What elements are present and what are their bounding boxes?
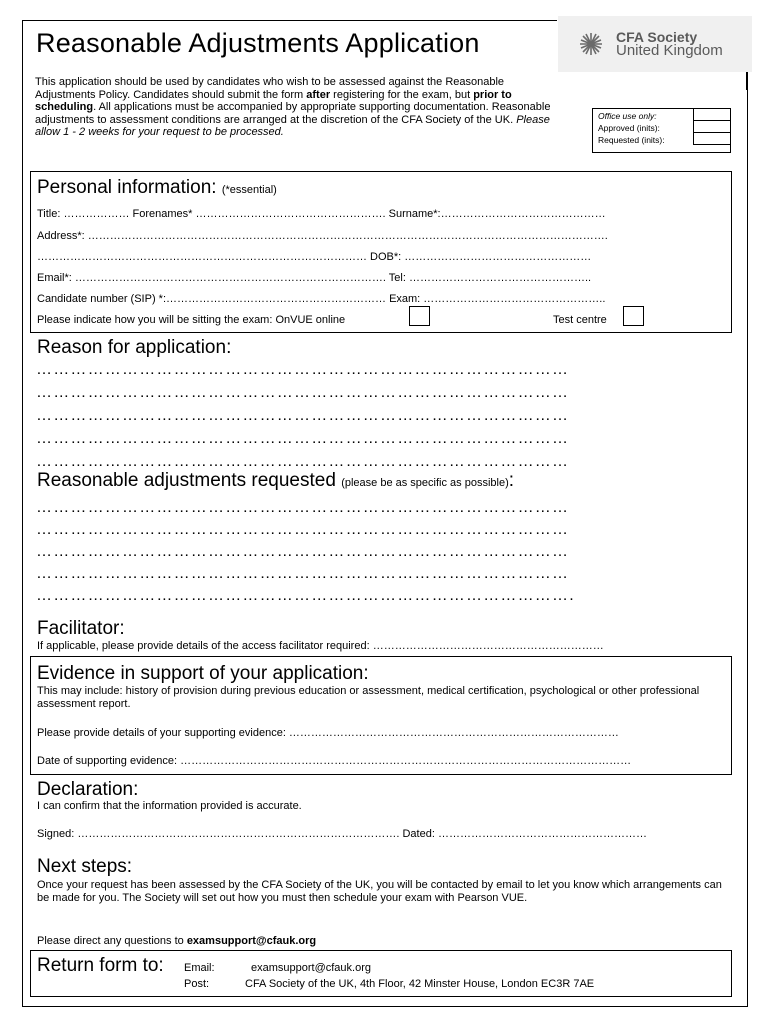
declaration-text: I can confirm that the information provided is accurate. (37, 800, 302, 812)
adjustments-note: (please be as specific as possible) (341, 477, 509, 489)
adjustments-title-text: Reasonable adjustments requested (37, 470, 336, 491)
reason-line-5[interactable]: ………………………………………………………………………………… (36, 454, 570, 470)
onvue-checkbox[interactable] (409, 306, 430, 326)
cfa-globe-icon (576, 31, 606, 57)
reason-line-1[interactable]: ………………………………………………………………………………… (36, 362, 570, 378)
reason-line-3[interactable]: ………………………………………………………………………………… (36, 408, 570, 424)
email-tel-field[interactable]: Email*: …………………………………………………………………………. Tel: ………………………………………….. (37, 272, 592, 284)
evidence-desc: This may include: history of provision during previous education or assessment, medical certification, psychological or other professional assessment report. (37, 685, 700, 710)
top-divider (22, 20, 557, 21)
intro-paragraph (35, 76, 565, 139)
adjustments-line-4[interactable]: ………………………………………………………………………………… (36, 566, 570, 582)
reason-line-4[interactable]: ………………………………………………………………………………… (36, 431, 570, 447)
return-title: Return form to: (37, 955, 164, 976)
logo-line2: United Kingdom (616, 42, 723, 59)
facilitator-field[interactable]: If applicable, please provide details of the access facilitator required: ……………………………………………………… (37, 640, 604, 652)
next-steps-title: Next steps: (37, 856, 133, 877)
personal-title (37, 177, 277, 199)
intro-bold2: prior to scheduling (35, 88, 512, 114)
logo-text (616, 30, 723, 58)
adjustments-line-3[interactable]: ………………………………………………………………………………… (36, 544, 570, 560)
next-steps-text: Once your request has been assessed by the CFA Society of the UK, you will be contacted by email to let you know which arrangements can be made for you. The Society will set out how you must then schedule your exam with Pearson VUE. (37, 879, 722, 904)
return-email[interactable]: examsupport@cfauk.org (251, 962, 372, 974)
reason-line-2[interactable]: ………………………………………………………………………………… (36, 385, 570, 401)
evidence-details-field[interactable]: Please provide details of your supporting evidence: ……………………………………………………………………………… (37, 727, 619, 739)
personal-note: (*essential) (221, 184, 277, 196)
facilitator-title: Facilitator: (37, 618, 125, 639)
sitting-label: Please indicate how you will be sitting the exam: OnVUE online (37, 314, 346, 326)
intro-part2: registering for the exam, but (330, 88, 474, 101)
intro-part1: This application should be used by candidates who wish to be assessed against the Reasonable Adjustments Policy. Candidates should submit the form (35, 76, 505, 101)
adjustments-title (37, 470, 514, 492)
return-post-address: CFA Society of the UK, 4th Floor, 42 Minster House, London EC3R 7AE (245, 978, 595, 990)
signed-dated-field[interactable]: Signed: ……………………………………………………………………………. Dated: ………………………………………………… (37, 828, 647, 840)
office-use-box (592, 108, 731, 153)
logo (558, 16, 752, 72)
return-email-label: Email: (184, 962, 215, 974)
adjustments-line-2[interactable]: ………………………………………………………………………………… (36, 522, 570, 538)
address-field[interactable]: Address*: ……………………………………………………………………………………………………………………………. (37, 230, 608, 242)
office-requested-label: Requested (inits): (598, 135, 665, 145)
intro-bold1: after (306, 88, 331, 101)
test-centre-checkbox[interactable] (623, 306, 644, 326)
office-approved-label: Approved (inits): (598, 123, 660, 133)
intro-part3: . All applications must be accompanied by appropriate supporting documentation. Reasonable adjustments to assessment conditions are arranged at the discretion of the CFA Society of the UK. (35, 101, 551, 126)
office-title: Office use only: (598, 111, 657, 121)
address-dob-field[interactable]: ……………………………………………………………………………… DOB*: …………………………………………… (37, 251, 592, 263)
page-title: Reasonable Adjustments Application (36, 28, 480, 58)
support-email-link[interactable]: examsupport@cfauk.org (186, 935, 317, 947)
title-names-field[interactable]: Title: ……………… Forenames* ……………………………………………. Surname*:……………………………………… (37, 208, 606, 220)
right-edge-stub (746, 72, 747, 90)
office-box-1 (693, 109, 730, 121)
adjustments-line-1[interactable]: ………………………………………………………………………………… (36, 500, 570, 516)
logo-line1: CFA Society (616, 29, 698, 45)
sip-exam-field[interactable]: Candidate number (SIP) *:…………………………………………………… Exam: ………………………………………….. (37, 293, 606, 305)
declaration-title: Declaration: (37, 779, 139, 800)
personal-title-text: Personal information: (37, 177, 217, 198)
reason-title: Reason for application: (37, 337, 232, 358)
test-centre-label: Test centre (553, 314, 607, 326)
requested-inits-field[interactable] (693, 133, 730, 145)
intro-italic: Please allow 1 - 2 weeks for your request to be processed. (35, 113, 550, 139)
return-post-label: Post: (184, 978, 210, 990)
evidence-date-field[interactable]: Date of supporting evidence: …………………………………………………………………………………………………………… (37, 755, 632, 767)
adjustments-line-5[interactable]: …………………………………………………………………………………. (36, 588, 575, 604)
direct-questions (37, 935, 316, 947)
approved-inits-field[interactable] (693, 121, 730, 133)
direct-questions-text: Please direct any questions to (37, 935, 187, 947)
evidence-title: Evidence in support of your application: (37, 663, 369, 684)
adjustments-colon: : (508, 470, 515, 491)
